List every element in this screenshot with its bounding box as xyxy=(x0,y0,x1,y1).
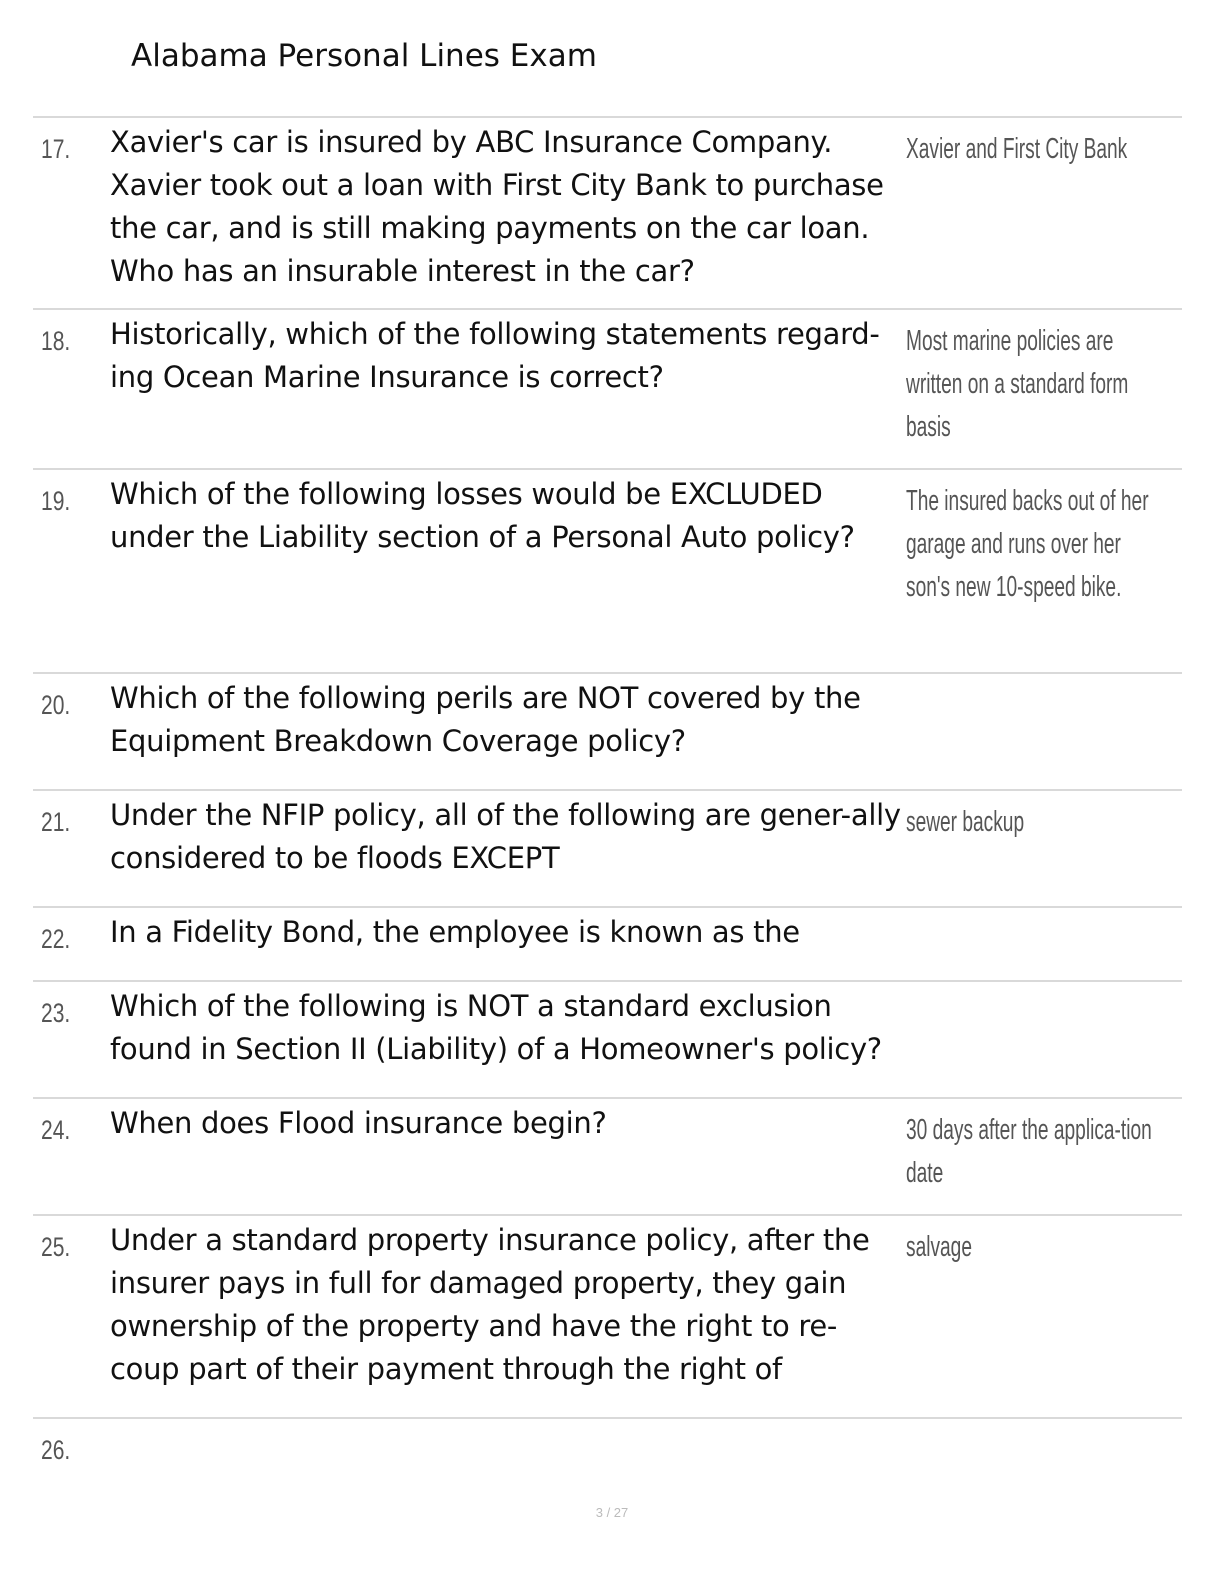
question-number: 25. xyxy=(41,1232,71,1262)
question-text: When does Flood insurance begin? xyxy=(110,1106,607,1140)
question-number: 24. xyxy=(41,1115,71,1145)
question-text: Which of the following perils are NOT covered by the Equipment Breakdown Coverage policy? xyxy=(110,681,861,758)
qa-row-19 xyxy=(33,470,1182,674)
qa-row-23 xyxy=(33,982,1182,1099)
question-text: Under the NFIP policy, all of the following are gener-ally considered to be floods EXCEPT xyxy=(110,798,901,875)
qa-row-20 xyxy=(33,674,1182,791)
question-text: Xavier's car is insured by ABC Insurance Company. Xavier took out a loan with First City Bank to purchase the car, and is still making payments on the car loan. Who has an insurable interest in the car? xyxy=(110,125,884,288)
question-number: 21. xyxy=(41,807,71,837)
question-answer-list xyxy=(33,116,1182,1489)
qa-row-25 xyxy=(33,1216,1182,1419)
answer-text: The insured backs out of her garage and runs over her son's new 10-speed bike. xyxy=(906,485,1149,603)
document-title: Alabama Personal Lines Exam xyxy=(131,38,597,74)
answer-text: salvage xyxy=(906,1231,972,1263)
question-text: Which of the following losses would be EXCLUDED under the Liability section of a Personal Auto policy? xyxy=(110,477,855,554)
qa-row-22 xyxy=(33,908,1182,982)
question-number: 19. xyxy=(41,486,71,516)
question-text: Under a standard property insurance policy, after the insurer pays in full for damaged property, they gain ownership of the property and have the right to re-coup part of their payment through the right of xyxy=(110,1223,870,1386)
question-number: 23. xyxy=(41,998,71,1028)
question-number: 26. xyxy=(41,1435,71,1465)
question-number: 17. xyxy=(41,134,71,164)
page-number: 3 / 27 xyxy=(595,1505,629,1520)
qa-row-26 xyxy=(33,1419,1182,1489)
qa-row-17 xyxy=(33,118,1182,310)
question-number: 18. xyxy=(41,326,71,356)
question-number: 20. xyxy=(41,690,71,720)
question-text: Historically, which of the following statements regard-ing Ocean Marine Insurance is correct? xyxy=(110,317,880,394)
answer-text: 30 days after the applica-tion date xyxy=(906,1114,1152,1189)
answer-text: sewer backup xyxy=(906,806,1025,838)
question-number: 22. xyxy=(41,924,71,954)
qa-row-18 xyxy=(33,310,1182,470)
question-text: Which of the following is NOT a standard exclusion found in Section II (Liability) of a Homeowner's policy? xyxy=(110,989,882,1066)
answer-text: Xavier and First City Bank xyxy=(906,133,1128,165)
question-text: In a Fidelity Bond, the employee is known as the xyxy=(110,915,800,949)
qa-row-24 xyxy=(33,1099,1182,1216)
qa-row-21 xyxy=(33,791,1182,908)
answer-text: Most marine policies are written on a standard form basis xyxy=(906,325,1129,443)
